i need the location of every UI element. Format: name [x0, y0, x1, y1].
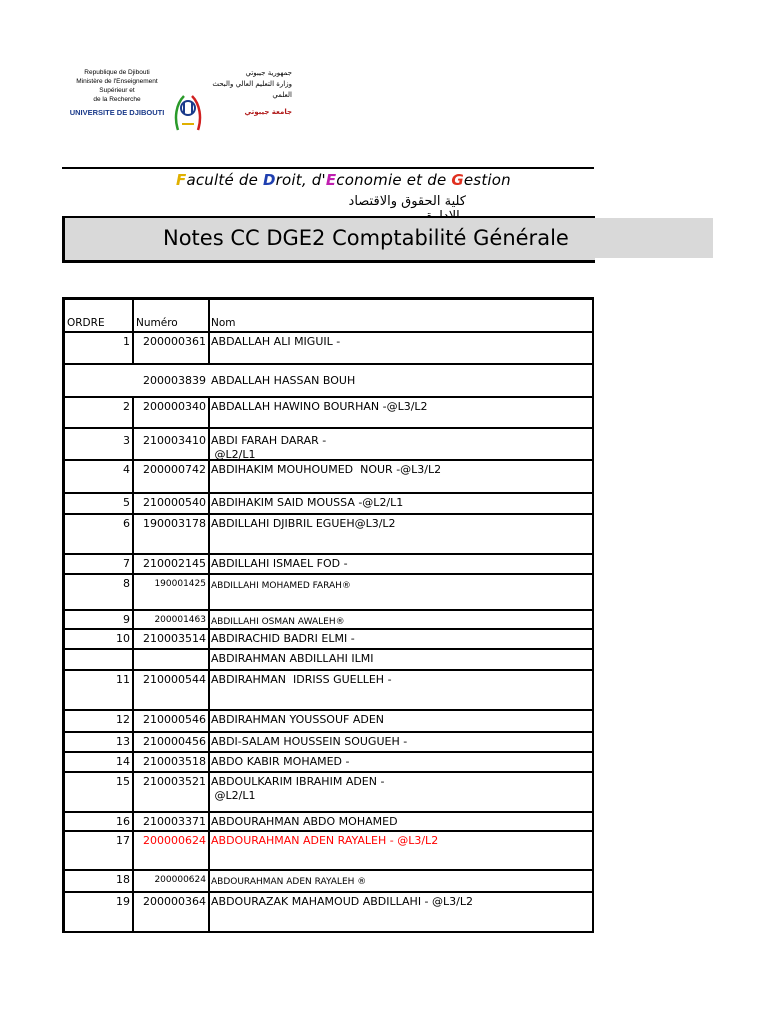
logo-ar-line: جمهورية جيبوتي	[245, 69, 292, 77]
cell-ordre: 5	[123, 496, 130, 509]
cell-nom	[211, 895, 473, 909]
faculty-name-part: conomie et de	[336, 171, 452, 189]
header-ordre: ORDRE	[67, 317, 105, 329]
logo-fr-university: UNIVERSITE DE DJIBOUTI	[69, 108, 165, 117]
cell-numero: 190001425	[154, 579, 206, 589]
cell-nom-line: ABDIRAHMAN ABDILLAHI ILMI	[211, 652, 374, 665]
table-row	[62, 492, 594, 513]
cell-nom-line: ABDO KABIR MOHAMED -	[211, 755, 350, 768]
title-banner-extension	[592, 218, 713, 258]
table-row	[62, 891, 594, 933]
cell-nom	[211, 735, 407, 749]
university-emblem-icon	[170, 90, 206, 136]
cell-ordre: 10	[116, 632, 130, 645]
cell-nom-line: ABDIRACHID BADRI ELMI -	[211, 632, 355, 645]
faculty-name-part: estion	[463, 171, 511, 189]
cell-ordre: 8	[123, 577, 130, 590]
cell-nom	[211, 652, 373, 666]
faculty-name-part: G	[451, 171, 464, 189]
table-row	[62, 751, 594, 771]
cell-ordre: 1	[123, 335, 130, 348]
cell-ordre: 6	[123, 517, 130, 530]
table-header	[62, 297, 594, 331]
cell-nom	[211, 775, 384, 803]
cell-nom-line: @L2/L1	[211, 789, 256, 802]
cell-numero: 210000544	[143, 673, 206, 686]
logo-fr-line: Republique de Djibouti	[84, 69, 150, 76]
cell-numero: 210000540	[143, 496, 206, 509]
table-row	[62, 731, 594, 751]
cell-nom-line: ABDIRAHMAN IDRISS GUELLEH -	[211, 673, 392, 686]
cell-ordre: 11	[116, 673, 130, 686]
cell-nom-line: ABDALLAH HASSAN BOUH	[211, 374, 356, 387]
cell-nom	[211, 632, 355, 646]
table-row	[62, 553, 594, 573]
cell-nom-line: ABDIHAKIM SAID MOUSSA -@L2/L1	[211, 496, 404, 509]
table-row	[62, 427, 594, 459]
cell-ordre: 15	[116, 775, 130, 788]
header-rule	[62, 167, 594, 169]
cell-nom	[211, 374, 355, 388]
cell-nom-line: ABDOURAHMAN ADEN RAYALEH ®	[211, 877, 367, 887]
table-row	[62, 811, 594, 830]
table-row	[62, 628, 594, 648]
logo-fr-line: de la Recherche	[93, 96, 141, 103]
cell-nom-line: ABDOURAHMAN ADEN RAYALEH - @L3/L2	[211, 834, 439, 847]
cell-numero: 200000340	[143, 400, 206, 413]
cell-nom-line: ABDILLAHI OSMAN AWALEH®	[211, 617, 345, 627]
table-row	[62, 396, 594, 427]
cell-nom-line: ABDI-SALAM HOUSSEIN SOUGUEH -	[211, 735, 408, 748]
table-row	[62, 459, 594, 492]
institution-logo	[62, 68, 292, 156]
logo-french-text	[62, 68, 172, 117]
table-row	[62, 513, 594, 553]
cell-nom	[211, 400, 428, 414]
table-row	[62, 648, 594, 669]
table-row	[62, 331, 594, 363]
cell-numero: 200003839	[143, 374, 206, 387]
faculty-name-part: E	[325, 171, 337, 189]
cell-ordre: 9	[123, 613, 130, 626]
cell-numero: 200000624	[143, 834, 206, 847]
cell-nom-line: ABDALLAH HAWINO BOURHAN -@L3/L2	[211, 400, 428, 413]
cell-ordre: 4	[123, 463, 130, 476]
cell-ordre: 16	[116, 815, 130, 828]
cell-nom	[211, 755, 350, 769]
faculty-name-part: D	[262, 171, 276, 189]
cell-nom-line: ABDILLAHI MOHAMED FARAH®	[211, 581, 351, 591]
table-row	[62, 669, 594, 709]
cell-nom	[211, 434, 326, 462]
cell-numero: 190003178	[143, 517, 206, 530]
cell-numero: 210000546	[143, 713, 206, 726]
cell-numero: 210003514	[143, 632, 206, 645]
logo-ar-university: جامعة جيبوتي	[244, 108, 292, 116]
cell-nom-line: ABDI FARAH DARAR -	[211, 434, 327, 447]
cell-ordre: 14	[116, 755, 130, 768]
cell-numero: 210000456	[143, 735, 206, 748]
cell-nom	[211, 557, 348, 571]
cell-numero: 200000742	[143, 463, 206, 476]
table-row	[62, 709, 594, 731]
table-row	[62, 609, 594, 628]
cell-numero: 210003521	[143, 775, 206, 788]
cell-nom	[211, 496, 403, 510]
cell-ordre: 18	[116, 873, 130, 886]
cell-nom-line: ABDILLAHI ISMAEL FOD -	[211, 557, 348, 570]
cell-numero: 210002145	[143, 557, 206, 570]
cell-nom-line: ABDOURAZAK MAHAMOUD ABDILLAHI - @L3/L2	[211, 895, 473, 908]
logo-arabic-text	[202, 68, 292, 118]
header-numero: Numéro	[136, 317, 178, 329]
cell-ordre: 12	[116, 713, 130, 726]
cell-nom-line: ABDIRAHMAN YOUSSOUF ADEN	[211, 713, 385, 726]
cell-nom	[211, 834, 438, 848]
cell-numero: 200001463	[154, 615, 206, 625]
cell-ordre: 13	[116, 735, 130, 748]
cell-numero: 200000364	[143, 895, 206, 908]
table-row	[62, 363, 594, 396]
cell-nom	[211, 517, 396, 531]
logo-fr-line: Ministère de l'Enseignement Supérieur et	[76, 78, 158, 94]
faculty-name-arabic: كلية الحقوق والاقتصاد	[348, 194, 466, 209]
cell-nom-line: ABDOULKARIM IBRAHIM ADEN -	[211, 775, 385, 788]
cell-ordre: 19	[116, 895, 130, 908]
logo-ar-line: وزارة التعليم العالي والبحث العلمي	[212, 80, 292, 99]
cell-nom	[211, 673, 392, 687]
cell-nom	[211, 875, 366, 889]
header-nom: Nom	[211, 317, 236, 329]
cell-nom	[211, 713, 384, 727]
cell-ordre: 7	[123, 557, 130, 570]
cell-ordre: 2	[123, 400, 130, 413]
page-title: Notes CC DGE2 Comptabilité Générale	[163, 226, 569, 250]
cell-numero: 200000361	[143, 335, 206, 348]
cell-numero: 210003410	[143, 434, 206, 447]
table-row	[62, 869, 594, 891]
cell-nom	[211, 615, 345, 629]
cell-numero: 210003371	[143, 815, 206, 828]
cell-nom-line: ABDOURAHMAN ABDO MOHAMED	[211, 815, 398, 828]
cell-nom-line: @L2/L1	[211, 448, 256, 461]
cell-ordre: 17	[116, 834, 130, 847]
table-row	[62, 830, 594, 869]
faculty-name-part: roit, d'	[275, 171, 326, 189]
cell-numero: 200000624	[154, 875, 206, 885]
grades-table	[62, 297, 594, 933]
faculty-name-part: aculté de	[186, 171, 263, 189]
cell-numero: 210003518	[143, 755, 206, 768]
cell-nom	[211, 463, 441, 477]
cell-nom	[211, 579, 351, 593]
cell-nom	[211, 335, 340, 349]
cell-ordre: 3	[123, 434, 130, 447]
faculty-name	[176, 171, 511, 189]
faculty-name-part: F	[176, 171, 187, 189]
cell-nom	[211, 815, 398, 829]
table-row	[62, 573, 594, 609]
cell-nom-line: ABDIHAKIM MOUHOUMED NOUR -@L3/L2	[211, 463, 442, 476]
cell-nom-line: ABDILLAHI DJIBRIL EGUEH@L3/L2	[211, 517, 396, 530]
cell-nom-line: ABDALLAH ALI MIGUIL -	[211, 335, 341, 348]
table-row	[62, 771, 594, 811]
